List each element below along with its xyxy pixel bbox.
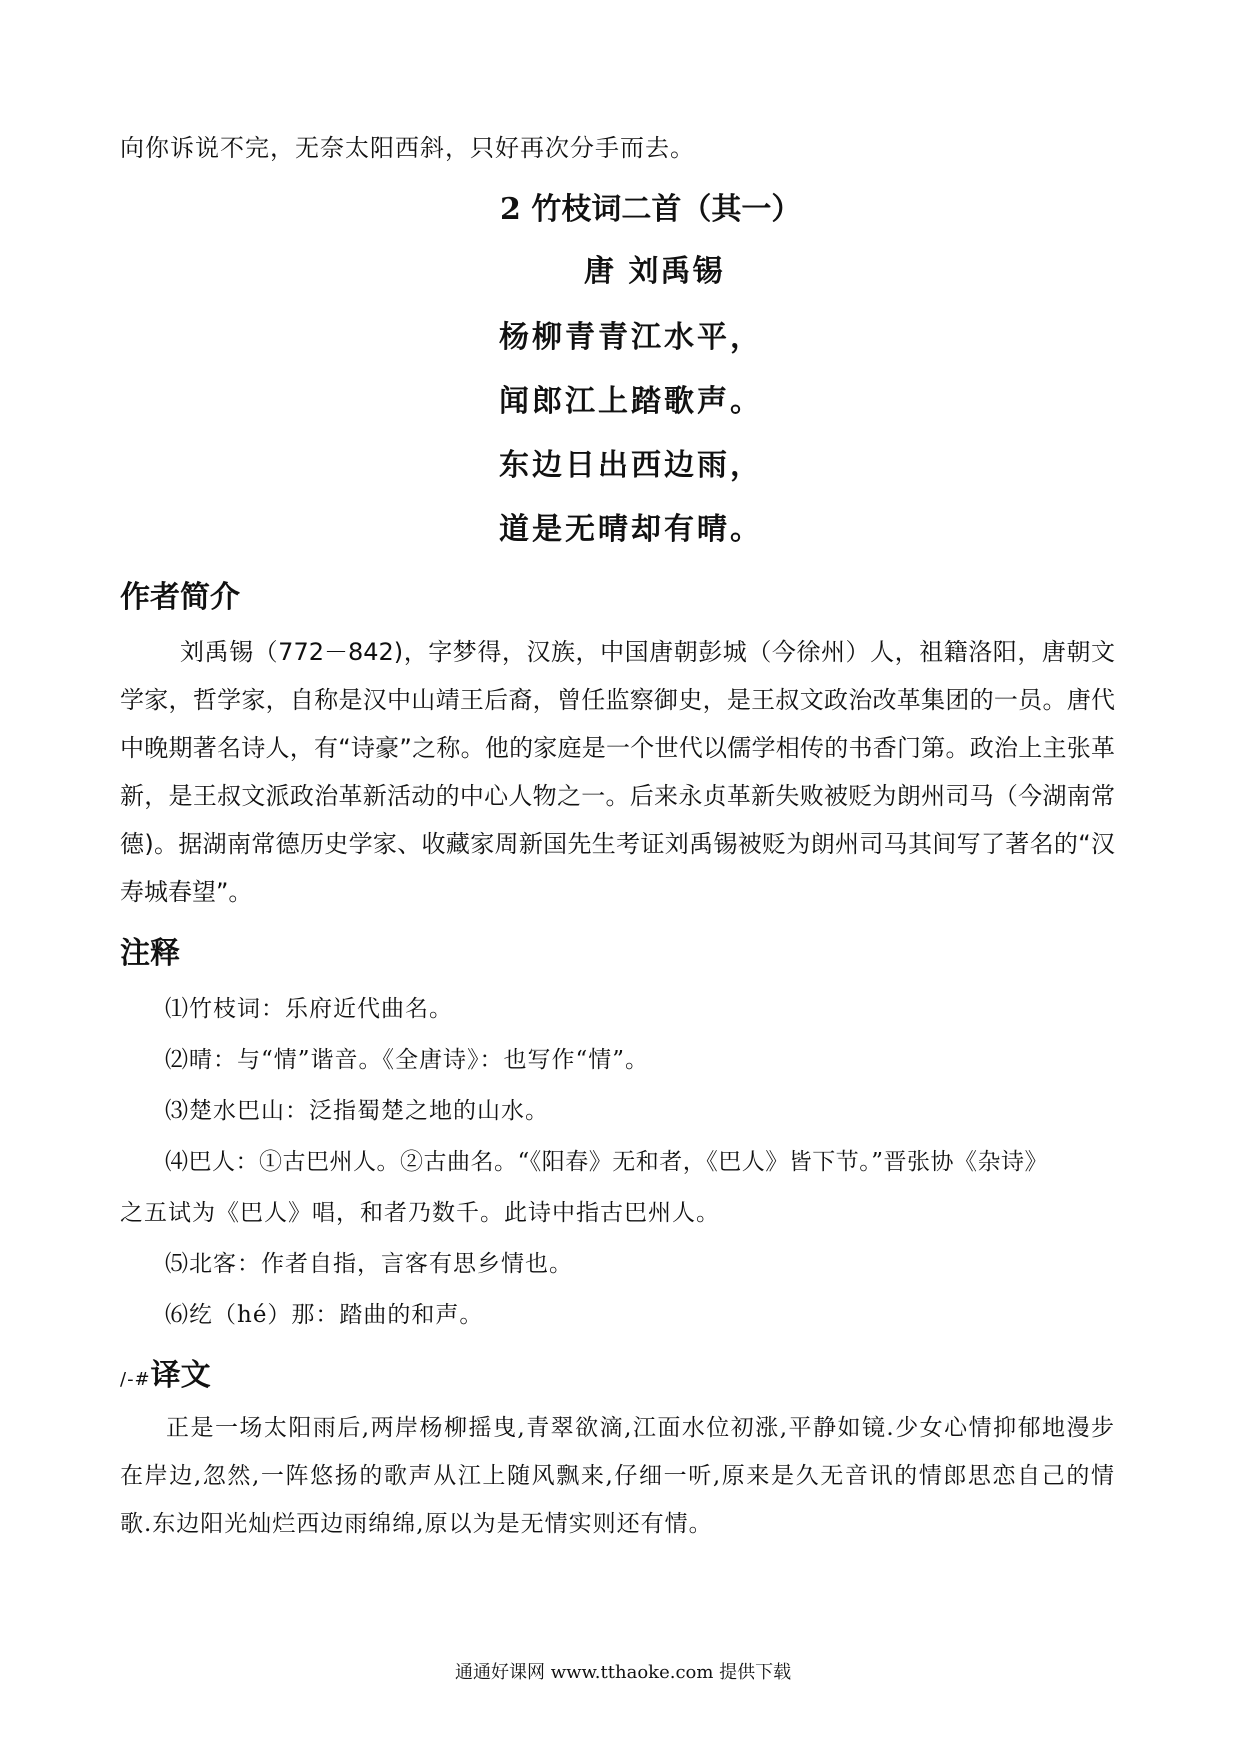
footer-text: 通通好课网 www.tthaoke.com 提供下载 (455, 1662, 792, 1683)
note-item: ⑵晴：与“情”谐音。《全唐诗》：也写作“情”。 (165, 1047, 650, 1073)
note-item: ⑸北客：作者自指，言客有思乡情也。 (165, 1251, 573, 1277)
translation-paragraph: 正是一场太阳雨后,两岸杨柳摇曳,青翠欲滴,江面水位初涨,平静如镜.少女心情抑郁地漫步在岸边,忽然,一阵悠扬的歌声从江上随风飘来,仔细一听,原来是久无音讯的情郎思恋自己的情歌.东边阳光灿烂西边雨绵绵,原以为是无情实则还有情。 (120, 1415, 1115, 1537)
poem-title: 2 竹枝词二首（其一） (500, 192, 802, 227)
note-item: ⑴竹枝词：乐府近代曲名。 (165, 996, 453, 1022)
translation-heading-row (120, 1350, 211, 1394)
note-item: ⑹纥（hé）那：踏曲的和声。 (165, 1302, 484, 1328)
intro-line: 向你诉说不完，无奈太阳西斜，只好再次分手而去。 (120, 134, 695, 162)
poem-line: 闻郎江上踏歌声。 (499, 384, 763, 419)
poem-line: 东边日出西边雨， (499, 448, 763, 483)
author-heading: 作者简介 (120, 580, 240, 615)
translation-prefix: /-# (120, 1369, 151, 1390)
note-item: ⑷巴人：①古巴州人。②古曲名。“《阳春》无和者，《巴人》皆下节。”晋张协《杂诗》 (165, 1149, 1049, 1175)
note-item: ⑶楚水巴山：泛指蜀楚之地的山水。 (165, 1098, 549, 1124)
poem-line: 杨柳青青江水平， (499, 320, 763, 355)
poem-author: 唐 刘禹锡 (584, 254, 725, 289)
translation-heading: 译文 (150, 1358, 211, 1393)
note-item: 之五试为《巴人》唱，和者乃数千。此诗中指古巴州人。 (120, 1200, 720, 1226)
poem-line: 道是无晴却有晴。 (499, 512, 763, 547)
author-paragraph: 刘禹锡（772－842)，字梦得，汉族，中国唐朝彭城（今徐州）人，祖籍洛阳，唐朝文学家，哲学家，自称是汉中山靖王后裔，曾任监察御史，是王叔文政治改革集团的一员。唐代中晚期著名诗人，有“诗豪”之称。他的家庭是一个世代以儒学相传的书香门第。政治上主张革新，是王叔文派政治革新活动的中心人物之一。后来永贞革新失败被贬为朗州司马（今湖南常德)。据湖南常德历史学家、收藏家周新国先生考证刘禹锡被贬为朗州司马其间写了著名的“汉寿城春望”。 (120, 638, 1115, 906)
notes-heading: 注释 (120, 936, 180, 971)
